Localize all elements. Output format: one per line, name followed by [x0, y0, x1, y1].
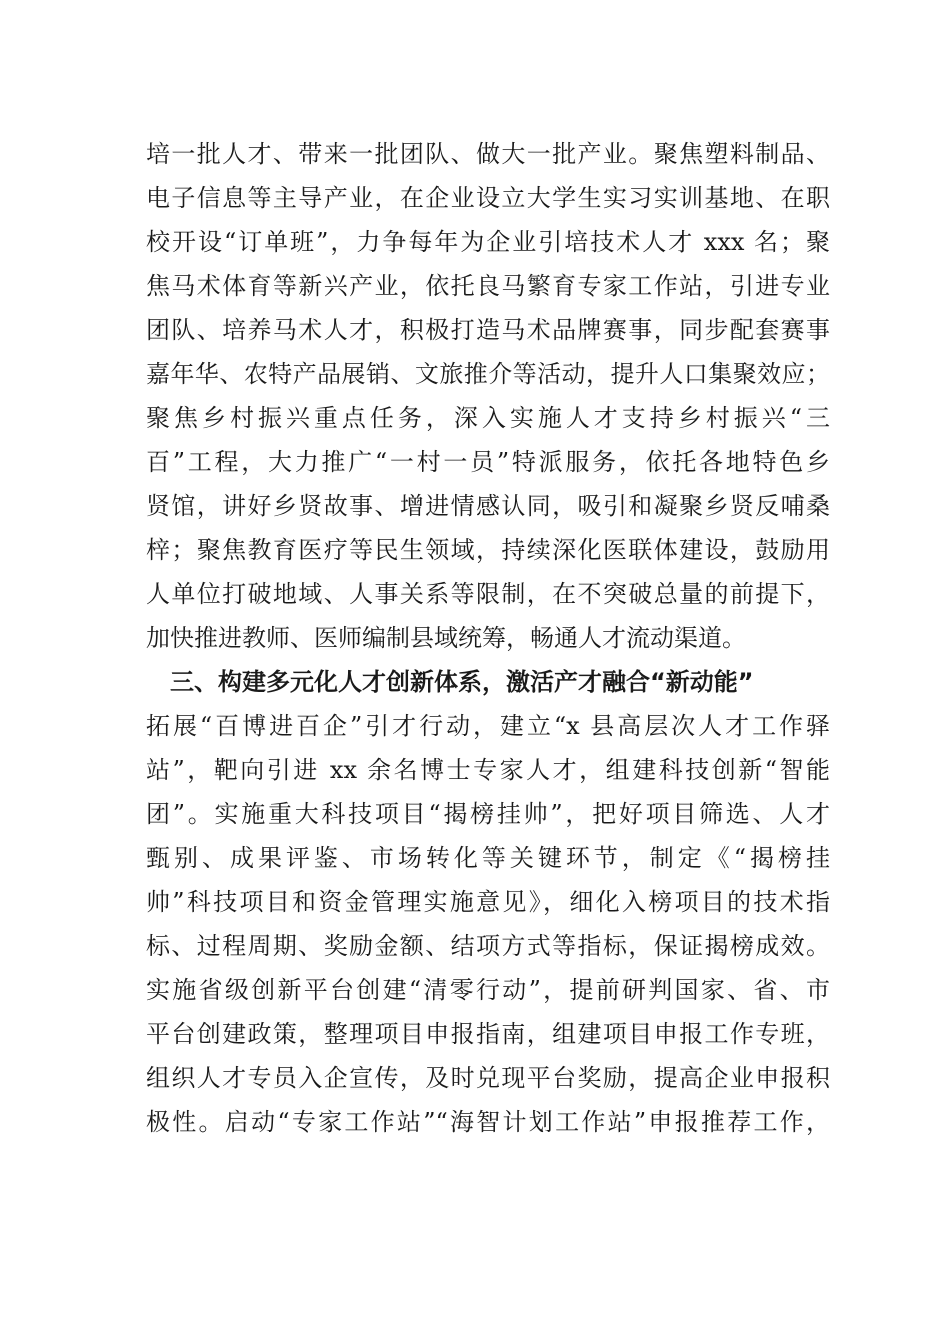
text-line: 平台创建政策，整理项目申报指南，组建项目申报工作专班， [146, 1020, 830, 1048]
text-line: 培一批人才、带来一批团队、做大一批产业。聚焦塑料制品、 [146, 140, 830, 168]
text-line: 拓展“百博进百企”引才行动，建立“x 县高层次人才工作驿 [146, 712, 830, 740]
text-line: 站”，靶向引进 xx 余名博士专家人才，组建科技创新“智能 [146, 756, 830, 784]
text-line: 帅”科技项目和资金管理实施意见》，细化入榜项目的技术指 [146, 888, 830, 916]
section-heading: 三、构建多元化人才创新体系，激活产才融合“新动能” [170, 668, 754, 696]
text-line: 百”工程，大力推广“一村一员”特派服务，依托各地特色乡 [146, 448, 830, 476]
text-line: 电子信息等主导产业，在企业设立大学生实习实训基地、在职 [146, 184, 830, 212]
text-line: 团队、培养马术人才，积极打造马术品牌赛事，同步配套赛事 [146, 316, 830, 344]
body-text [146, 132, 830, 1144]
text-line: 人单位打破地域、人事关系等限制，在不突破总量的前提下， [146, 580, 830, 608]
text-line: 组织人才专员入企宣传，及时兑现平台奖励，提高企业申报积 [146, 1064, 830, 1092]
text-line: 加快推进教师、医师编制县域统筹，畅通人才流动渠道。 [146, 624, 746, 652]
text-line: 校开设“订单班”，力争每年为企业引培技术人才 xxx 名；聚 [146, 228, 830, 256]
text-line: 标、过程周期、奖励金额、结项方式等指标，保证揭榜成效。 [146, 932, 830, 960]
text-line: 聚焦乡村振兴重点任务，深入实施人才支持乡村振兴“三 [146, 404, 830, 432]
text-line: 极性。启动“专家工作站”“海智计划工作站”申报推荐工作， [146, 1108, 830, 1136]
text-line: 甄别、成果评鉴、市场转化等关键环节，制定《“揭榜挂 [146, 844, 830, 872]
text-line: 梓；聚焦教育医疗等民生领域，持续深化医联体建设，鼓励用 [146, 536, 830, 564]
text-line: 贤馆，讲好乡贤故事、增进情感认同，吸引和凝聚乡贤反哺桑 [146, 492, 830, 520]
text-line: 实施省级创新平台创建“清零行动”，提前研判国家、省、市 [146, 976, 830, 1004]
text-line: 团”。实施重大科技项目“揭榜挂帅”，把好项目筛选、人才 [146, 800, 830, 828]
text-line: 嘉年华、农特产品展销、文旅推介等活动，提升人口集聚效应； [146, 360, 830, 388]
text-line: 焦马术体育等新兴产业，依托良马繁育专家工作站，引进专业 [146, 272, 830, 300]
